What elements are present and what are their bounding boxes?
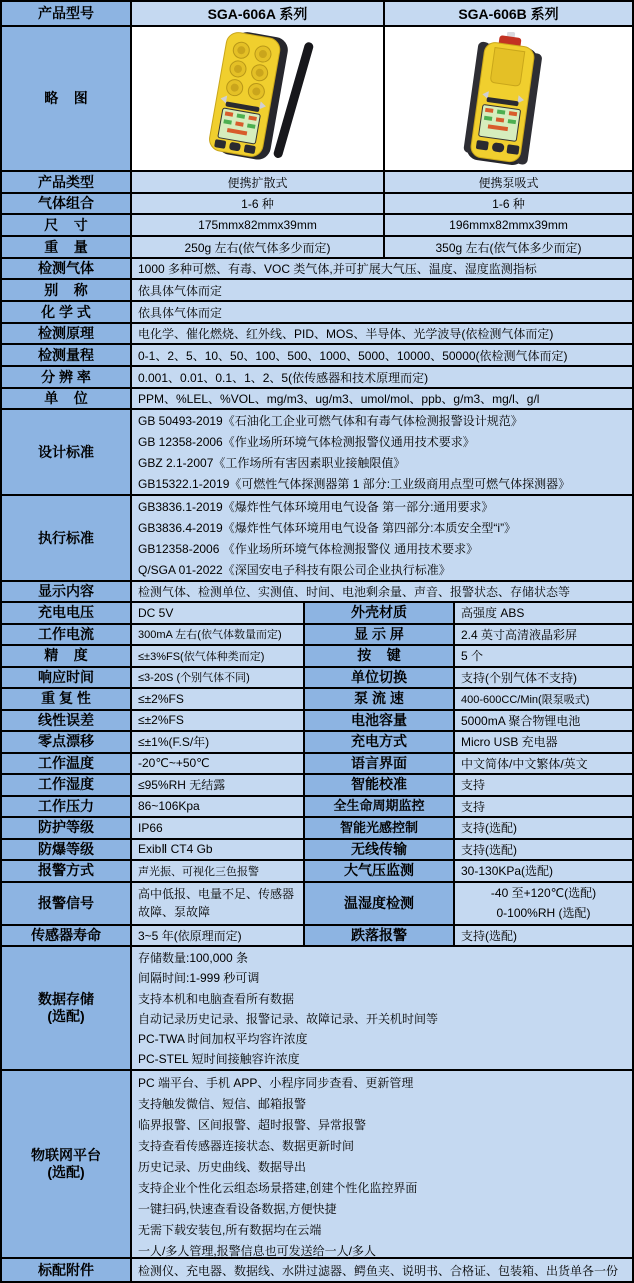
- working-humidity-value: ≤95%RH 无结露: [132, 775, 305, 795]
- light-sensor-control-label: 智能光感控制: [305, 818, 455, 838]
- row-alarm-mode: [2, 861, 632, 883]
- charging-method-value: Micro USB 充电器: [455, 732, 632, 752]
- wireless-transmission-value: 支持(选配): [455, 840, 632, 860]
- row-working-current: [2, 625, 632, 647]
- sketch-row: [2, 27, 632, 172]
- row-repeatability: [2, 689, 632, 711]
- language-value: 中文简体/中文繁体/英文: [455, 754, 632, 774]
- data-storage-label: [2, 947, 132, 1069]
- alarm-mode-label: 报警方式: [2, 861, 132, 881]
- row-chemical-formula: [2, 302, 632, 324]
- battery-capacity-label: 电池容量: [305, 711, 455, 731]
- series-b-title: SGA-606B 系列: [385, 2, 632, 25]
- drop-alarm-value: 支持(选配): [455, 926, 632, 946]
- response-time-label: 响应时间: [2, 668, 132, 688]
- units-label: 单 位: [2, 389, 132, 408]
- battery-capacity-value: 5000mA 聚合物锂电池: [455, 711, 632, 731]
- charge-voltage-value: DC 5V: [132, 603, 305, 623]
- accuracy-label: 精 度: [2, 646, 132, 666]
- row-units: [2, 389, 632, 410]
- product-type-label: 产品类型: [2, 172, 132, 192]
- iot-platform-label-line2: (选配): [47, 1164, 85, 1180]
- unit-switch-value: 支持(个别气体不支持): [455, 668, 632, 688]
- dimensions-label: 尺 寸: [2, 215, 132, 235]
- row-gas-combination: [2, 194, 632, 215]
- iot-platform-line: PC 端平台、手机 APP、小程序同步查看、更新管理: [138, 1076, 414, 1090]
- product-type-b: 便携泵吸式: [385, 172, 632, 192]
- detection-range-value: 0-1、2、5、10、50、100、500、1000、5000、10000、50000(依检测气体而定): [132, 345, 632, 365]
- chemical-formula-label: 化 学 式: [2, 302, 132, 322]
- working-current-value: 300mA 左右(依气体数量而定): [132, 625, 305, 645]
- working-humidity-label: 工作湿度: [2, 775, 132, 795]
- detected-gases-value: 1000 多种可燃、有毒、VOC 类气体,并可扩展大气压、温度、湿度监测指标: [132, 259, 632, 278]
- units-value: PPM、%LEL、%VOL、mg/m3、ug/m3、umol/mol、ppb、g/m3、mg/l、g/l: [132, 389, 632, 408]
- series-a-title: SGA-606A 系列: [132, 2, 385, 25]
- resolution-value: 0.001、0.01、0.1、1、2、5(依传感器和技术原理而定): [132, 367, 632, 387]
- design-standard-line: GBZ 2.1-2007《工作场所有害因素职业接触限值》: [138, 456, 406, 470]
- dimensions-b: 196mmx82mmx39mm: [385, 215, 632, 235]
- chemical-formula-value: 依具体气体而定: [132, 302, 632, 322]
- accessories-value: 检测仪、充电器、数据线、水阱过滤器、鳄鱼夹、说明书、合格证、包装箱、出货单各一份: [132, 1259, 632, 1281]
- data-storage-line: 自动记录历史记录、报警记录、故障记录、开关机时间等: [138, 1011, 439, 1026]
- pump-flow-label: 泵 流 速: [305, 689, 455, 709]
- wireless-transmission-label: 无线传输: [305, 840, 455, 860]
- exec-standards-value: [132, 496, 632, 580]
- temp-humidity-detect-label: 温湿度检测: [305, 883, 455, 924]
- row-exec-standards: [2, 496, 632, 582]
- display-screen-value: 2.4 英寸高清液晶彩屏: [455, 625, 632, 645]
- gas-detector-diffusion-icon: [163, 32, 353, 166]
- data-storage-line: PC-STEL 短时间接触容许浓度: [138, 1052, 300, 1067]
- iot-platform-line: 支持企业个性化云组态场景搭建,创建个性化监控界面: [138, 1181, 418, 1195]
- row-working-temperature: [2, 754, 632, 776]
- language-label: 语言界面: [305, 754, 455, 774]
- accessories-label: 标配附件: [2, 1259, 132, 1281]
- row-zero-drift: [2, 732, 632, 754]
- working-current-label: 工作电流: [2, 625, 132, 645]
- gas-detector-pump-icon: [414, 32, 604, 166]
- data-storage-label-line2: (选配): [47, 1008, 85, 1024]
- temp-range-line: -40 至+120℃(选配): [490, 886, 597, 900]
- row-linearity-error: [2, 711, 632, 733]
- iot-platform-line: 历史记录、历史曲线、数据导出: [138, 1160, 307, 1174]
- row-data-storage: [2, 947, 632, 1071]
- row-resolution: [2, 367, 632, 389]
- iot-platform-value: [132, 1071, 632, 1257]
- row-iot-platform: [2, 1071, 632, 1259]
- row-accessories: [2, 1259, 632, 1281]
- header-row: [2, 2, 632, 27]
- row-working-humidity: [2, 775, 632, 797]
- product-type-a: 便携扩散式: [132, 172, 385, 192]
- weight-label: 重 量: [2, 237, 132, 257]
- linearity-error-value: ≤±2%FS: [132, 711, 305, 731]
- alarm-signals-value: 高中低报、电量不足、传感器故障、泵故障: [132, 883, 305, 924]
- data-storage-line: 支持本机和电脑查看所有数据: [138, 991, 295, 1006]
- lifecycle-monitor-value: 支持: [455, 797, 632, 817]
- sensor-life-label: 传感器寿命: [2, 926, 132, 946]
- data-storage-line: 存储数量:100,000 条: [138, 951, 249, 965]
- drop-alarm-label: 跌落报警: [305, 926, 455, 946]
- detection-principle-value: 电化学、催化燃烧、红外线、PID、MOS、半导体、光学波导(依检测气体而定): [132, 324, 632, 343]
- working-temperature-value: -20℃~+50℃: [132, 754, 305, 774]
- resolution-label: 分 辨 率: [2, 367, 132, 387]
- row-alias: [2, 280, 632, 302]
- dimensions-a: 175mmx82mmx39mm: [132, 215, 385, 235]
- detected-gases-label: 检测气体: [2, 259, 132, 278]
- smart-calibration-label: 智能校准: [305, 775, 455, 795]
- buttons-value: 5 个: [455, 646, 632, 666]
- display-content-value: 检测气体、检测单位、实测值、时间、电池剩余量、声音、报警状态、存储状态等: [132, 582, 632, 601]
- repeatability-value: ≤±2%FS: [132, 689, 305, 709]
- protection-rating-value: IP66: [132, 818, 305, 838]
- iot-platform-line: 一键扫码,快速查看设备数据,方便快捷: [138, 1202, 337, 1216]
- buttons-label: 按 键: [305, 646, 455, 666]
- row-protection-rating: [2, 818, 632, 840]
- row-detected-gases: [2, 259, 632, 280]
- weight-a: 250g 左右(依气体多少而定): [132, 237, 385, 257]
- row-design-standards: [2, 410, 632, 496]
- row-weight: [2, 237, 632, 259]
- barometric-monitor-value: 30-130KPa(选配): [455, 861, 632, 881]
- response-time-value: ≤3-20S (个别气体不同): [132, 668, 305, 688]
- row-charge-voltage: [2, 603, 632, 625]
- detection-principle-label: 检测原理: [2, 324, 132, 343]
- iot-platform-line: 一人/多人管理,报警信息也可发送给一人/多人: [138, 1244, 377, 1257]
- row-sensor-life: [2, 926, 632, 948]
- design-standards-label: 设计标准: [2, 410, 132, 494]
- iot-platform-line: 临界报警、区间报警、超时报警、异常报警: [138, 1118, 367, 1132]
- row-detection-principle: [2, 324, 632, 345]
- alias-value: 依具体气体而定: [132, 280, 632, 300]
- data-storage-line: PC-TWA 时间加权平均容许浓度: [138, 1032, 308, 1047]
- unit-switch-label: 单位切换: [305, 668, 455, 688]
- iot-platform-line: 无需下载安装包,所有数据均在云端: [138, 1223, 322, 1237]
- alarm-signals-label: 报警信号: [2, 883, 132, 924]
- zero-drift-label: 零点漂移: [2, 732, 132, 752]
- zero-drift-value: ≤±1%(F.S/年): [132, 732, 305, 752]
- barometric-monitor-label: 大气压监测: [305, 861, 455, 881]
- charging-method-label: 充电方式: [305, 732, 455, 752]
- iot-platform-line: 支持查看传感器连接状态、数据更新时间: [138, 1139, 355, 1153]
- row-response-time: [2, 668, 632, 690]
- product-model-label: 产品型号: [2, 2, 132, 25]
- row-explosionproof-rating: [2, 840, 632, 862]
- exec-standards-label: 执行标准: [2, 496, 132, 580]
- exec-standard-line: Q/SGA 01-2022《深国安电子科技有限公司企业执行标准》: [138, 563, 451, 577]
- row-display-content: [2, 582, 632, 603]
- alias-label: 别 称: [2, 280, 132, 300]
- exec-standard-line: GB3836.4-2019《爆炸性气体环境用电气设备 第四部分:本质安全型“i”》: [138, 521, 517, 535]
- row-accuracy: [2, 646, 632, 668]
- iot-platform-label: [2, 1071, 132, 1257]
- data-storage-line: 间隔时间:1-999 秒可调: [138, 971, 260, 986]
- working-pressure-value: 86~106Kpa: [132, 797, 305, 817]
- exec-standard-line: GB12358-2006 《作业场所环境气体检测报警仪 通用技术要求》: [138, 542, 479, 556]
- design-standards-value: [132, 410, 632, 494]
- weight-b: 350g 左右(依气体多少而定): [385, 237, 632, 257]
- row-working-pressure: [2, 797, 632, 819]
- gas-combination-b: 1-6 种: [385, 194, 632, 213]
- data-storage-value: [132, 947, 632, 1069]
- charge-voltage-label: 充电电压: [2, 603, 132, 623]
- linearity-error-label: 线性误差: [2, 711, 132, 731]
- device-a-image: [132, 27, 385, 170]
- light-sensor-control-value: 支持(选配): [455, 818, 632, 838]
- working-pressure-label: 工作压力: [2, 797, 132, 817]
- display-content-label: 显示内容: [2, 582, 132, 601]
- row-dimensions: [2, 215, 632, 237]
- row-detection-range: [2, 345, 632, 367]
- display-screen-label: 显 示 屏: [305, 625, 455, 645]
- sensor-life-value: 3~5 年(依原理而定): [132, 926, 305, 946]
- gas-combination-label: 气体组合: [2, 194, 132, 213]
- pump-flow-value: 400-600CC/Min(限泵吸式): [455, 689, 632, 709]
- data-storage-label-line1: 数据存储: [38, 991, 94, 1008]
- explosionproof-rating-label: 防爆等级: [2, 840, 132, 860]
- accuracy-value: ≤±3%FS(依气体种类而定): [132, 646, 305, 666]
- working-temperature-label: 工作温度: [2, 754, 132, 774]
- temp-humidity-detect-value: [455, 883, 632, 924]
- device-b-image: [385, 27, 632, 170]
- explosionproof-rating-value: ExibⅡ CT4 Gb: [132, 840, 305, 860]
- shell-material-label: 外壳材质: [305, 603, 455, 623]
- exec-standard-line: GB3836.1-2019《爆炸性气体环境用电气设备 第一部分:通用要求》: [138, 500, 494, 514]
- gas-combination-a: 1-6 种: [132, 194, 385, 213]
- design-standard-line: GB 12358-2006《作业场所环境气体检测报警仪通用技术要求》: [138, 435, 475, 449]
- smart-calibration-value: 支持: [455, 775, 632, 795]
- row-product-type: [2, 172, 632, 194]
- sketch-label: 略 图: [2, 27, 132, 170]
- design-standard-line: GB 50493-2019《石油化工企业可燃气体和有毒气体检测报警设计规范》: [138, 414, 523, 428]
- lifecycle-monitor-label: 全生命周期监控: [305, 797, 455, 817]
- humidity-range-line: 0-100%RH (选配): [496, 906, 591, 920]
- shell-material-value: 高强度 ABS: [455, 603, 632, 623]
- protection-rating-label: 防护等级: [2, 818, 132, 838]
- row-alarm-signals: [2, 883, 632, 926]
- iot-platform-line: 支持触发微信、短信、邮箱报警: [138, 1097, 307, 1111]
- repeatability-label: 重 复 性: [2, 689, 132, 709]
- alarm-mode-value: 声光振、可视化三色报警: [132, 861, 305, 881]
- detection-range-label: 检测量程: [2, 345, 132, 365]
- design-standard-line: GB15322.1-2019《可燃性气体探测器第 1 部分:工业级商用点型可燃气体探测器》: [138, 477, 571, 491]
- iot-platform-label-line1: 物联网平台: [31, 1147, 101, 1164]
